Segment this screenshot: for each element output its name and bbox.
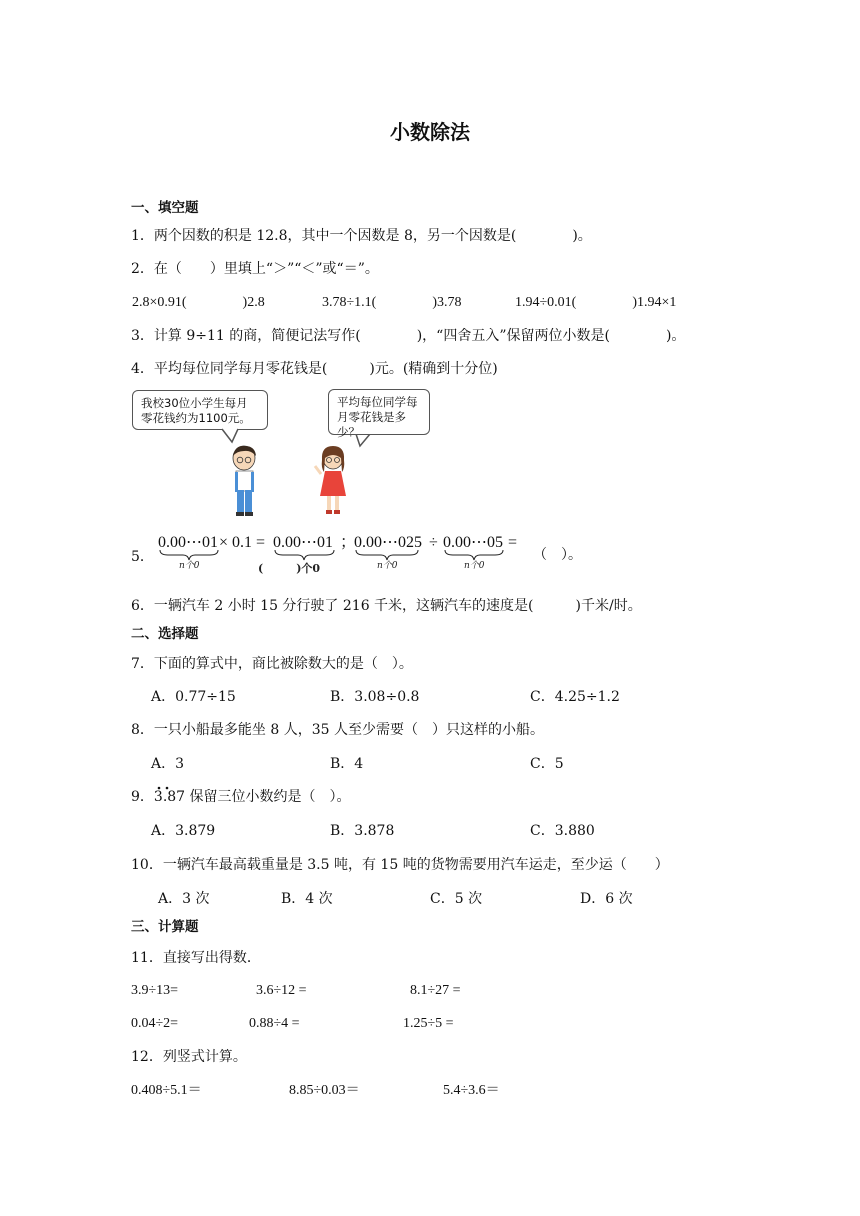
- q5-answer-blank: （ ）。: [533, 547, 582, 563]
- q7-option-b: B．3.08÷0.8: [330, 689, 420, 705]
- q8-option-a: A．3: [151, 756, 185, 772]
- q7-option-a: A．0.77÷15: [151, 689, 236, 705]
- q9-option-c: C．3.880: [530, 823, 595, 839]
- question-9: 9．3.87 保留三位小数约是（ ）。: [131, 789, 351, 805]
- q5-equals: =: [508, 534, 518, 551]
- q8-option-c: C．5: [530, 756, 564, 772]
- q11-item-1: 3.9÷13=: [131, 983, 179, 998]
- q7-option-c: C．4.25÷1.2: [530, 689, 620, 705]
- q5-expression-2b: 0.00⋯05: [443, 534, 503, 551]
- q5-expression-1a: 0.00⋯01: [158, 534, 218, 551]
- q5-underbrace-label-4: n个0: [464, 561, 485, 571]
- q5-underbrace-label-2: ( )个0: [258, 562, 321, 575]
- q10-option-a: A．3 次: [158, 891, 210, 907]
- q5-separator: ；: [340, 534, 357, 551]
- speech-bubble-girl-text: 平均每位同学每月零花钱是多少？: [337, 395, 418, 439]
- q5-expression-2a: 0.00⋯025: [354, 534, 422, 551]
- question-1: 1．两个因数的积是 12.8，其中一个因数是 8，另一个因数是( )。: [131, 228, 592, 244]
- question-11: 11．直接写出得数．: [131, 950, 261, 966]
- section-heading-choice: 二、选择题: [131, 626, 199, 642]
- q9-option-b: B．3.878: [330, 823, 395, 839]
- question-2-item-1: 2.8×0.91( )2.8: [132, 295, 265, 310]
- q10-option-c: C．5 次: [430, 891, 483, 907]
- question-2: 2．在（ ）里填上“＞”“＜”或“＝”。: [131, 261, 379, 277]
- q8-option-b: B．4: [330, 756, 364, 772]
- q12-item-1: 0.408÷5.1＝: [131, 1083, 202, 1098]
- q11-item-5: 0.88÷4 =: [249, 1016, 300, 1031]
- q12-item-3: 5.4÷3.6＝: [443, 1083, 500, 1098]
- question-6: 6．一辆汽车 2 小时 15 分行驶了 216 千米，这辆汽车的速度是( )千米/时。: [131, 598, 642, 614]
- q10-option-b: B．4 次: [281, 891, 333, 907]
- speech-bubble-boy-text: 我校30位小学生每月零花钱约为1100元。: [141, 396, 251, 425]
- q5-times: × 0.1 =: [219, 534, 266, 551]
- question-3: 3．计算 9÷11 的商，简便记法写作( )，“四舍五入”保留两位小数是( )。: [131, 328, 686, 344]
- q5-underbrace-label-1: n个0: [179, 561, 200, 571]
- section-heading-calc: 三、计算题: [131, 919, 199, 935]
- q5-expression-1b: 0.00⋯01: [273, 534, 333, 551]
- q10-option-d: D．6 次: [580, 891, 633, 907]
- page-title: 小数除法: [390, 120, 470, 144]
- q9-option-a: A．3.879: [151, 823, 216, 839]
- question-10: 10．一辆汽车最高载重量是 3.5 吨，有 15 吨的货物需要用汽车运走，至少运（ ）: [131, 857, 669, 873]
- question-7: 7．下面的算式中，商比被除数大的是（ ）。: [131, 656, 413, 672]
- q5-divide: ÷: [429, 534, 438, 551]
- question-5-number: 5．: [131, 549, 154, 565]
- question-8: 8．一只小船最多能坐 8 人，35 人至少需要（ ）只这样的小船。: [131, 722, 544, 738]
- q11-item-6: 1.25÷5 =: [403, 1016, 454, 1031]
- section-heading-fill: 一、填空题: [131, 200, 199, 216]
- question-12: 12．列竖式计算。: [131, 1049, 247, 1065]
- repeating-decimal-dots: [155, 784, 185, 794]
- question-4: 4．平均每位同学每月零花钱是( )元。(精确到十分位): [131, 361, 498, 377]
- q11-item-4: 0.04÷2=: [131, 1016, 179, 1031]
- q5-underbraces: [0, 0, 860, 580]
- q5-underbrace-label-3: n个0: [377, 561, 398, 571]
- q11-item-2: 3.6÷12 =: [256, 983, 307, 998]
- question-2-item-2: 3.78÷1.1( )3.78: [322, 295, 462, 310]
- question-2-item-3: 1.94÷0.01( )1.94×1: [515, 295, 677, 310]
- q12-item-2: 8.85÷0.03＝: [289, 1083, 360, 1098]
- q11-item-3: 8.1÷27 =: [410, 983, 461, 998]
